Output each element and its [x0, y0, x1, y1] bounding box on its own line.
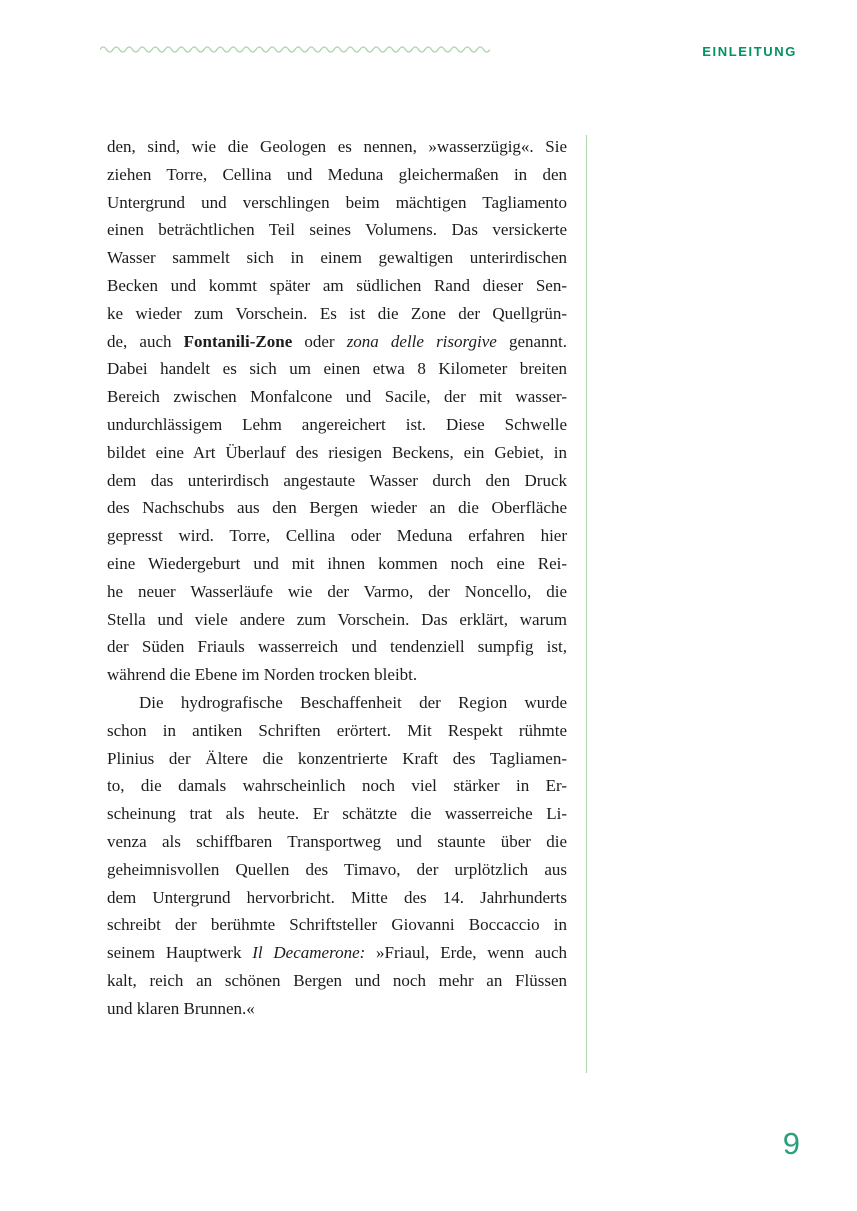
text-line — [107, 717, 567, 745]
text-line — [107, 661, 567, 689]
text-line — [107, 772, 567, 800]
body-text: Stella und viele andere zum Vorschein. Das erklärt, warum — [107, 609, 567, 629]
text-line — [107, 467, 567, 495]
body-text: geheimnisvollen Quellen des Timavo, der urplötzlich aus — [107, 859, 567, 879]
text-line — [107, 216, 567, 244]
body-text: dem das unterirdisch angestaute Wasser durch den Druck — [107, 470, 567, 490]
body-text: Plinius der Ältere die konzentrierte Kraft des Tagliamen- — [107, 748, 567, 768]
body-text: he neuer Wasserläufe wie der Varmo, der Noncello, die — [107, 581, 567, 601]
text-line — [107, 911, 567, 939]
body-text: der Süden Friauls wasserreich und tendenziell sumpfig ist, — [107, 637, 567, 657]
body-text: »Friaul, Erde, wenn auch — [365, 943, 567, 963]
text-line — [107, 884, 567, 912]
body-text: genannt. — [496, 331, 568, 351]
body-text: Die hydrografische Beschaffenheit der Region wurde — [139, 692, 567, 712]
text-line — [107, 967, 567, 995]
body-text: schreibt der berühmte Schriftsteller Giovanni Boccaccio in — [107, 915, 567, 935]
body-text: den, sind, wie die Geologen es nennen, »wasserzügig«. Sie — [107, 137, 567, 156]
text-block — [107, 133, 567, 1023]
body-text: gepresst wird. Torre, Cellina oder Meduna erfahren hier — [107, 526, 567, 546]
body-text: oder — [292, 331, 347, 351]
text-line — [107, 633, 567, 661]
body-text: und klaren Brunnen.« — [107, 998, 255, 1018]
text-line — [107, 411, 567, 439]
text-line — [107, 522, 567, 550]
text-line — [107, 689, 567, 717]
body-text: eine Wiedergeburt und mit ihnen kommen noch eine Rei- — [107, 553, 567, 573]
body-text: kalt, reich an schönen Bergen und noch mehr an Flüssen — [107, 970, 567, 990]
text-line — [107, 550, 567, 578]
body-text: Becken und kommt später am südlichen Rand dieser Sen- — [107, 275, 567, 295]
wave-divider — [100, 43, 490, 54]
text-line — [107, 189, 567, 217]
text-line — [107, 300, 567, 328]
body-text: seinem Hauptwerk — [107, 943, 253, 963]
body-text: Wasser sammelt sich in einem gewaltigen unterirdischen — [107, 248, 567, 268]
text-line — [107, 244, 567, 272]
text-line — [107, 578, 567, 606]
body-text: venza als schiffbaren Transportweg und staunte über die — [107, 831, 567, 851]
text-line — [107, 272, 567, 300]
text-line — [107, 939, 567, 967]
vertical-rule — [586, 135, 587, 1073]
body-text: scheinung trat als heute. Er schätzte die wasserreiche Li- — [107, 804, 567, 824]
italic-text: zona delle risorgive — [346, 331, 497, 351]
text-line — [107, 494, 567, 522]
text-line — [107, 606, 567, 634]
body-text: während die Ebene im Norden trocken bleibt. — [107, 665, 418, 685]
body-text: Untergrund und verschlingen beim mächtigen Tagliamento — [107, 192, 567, 212]
text-line — [107, 161, 567, 189]
body-text: Bereich zwischen Monfalcone und Sacile, der mit wasser- — [107, 387, 567, 407]
text-line — [107, 856, 567, 884]
text-line — [107, 995, 567, 1023]
italic-text: Il Decamerone: — [252, 943, 366, 963]
running-head: EINLEITUNG — [702, 44, 797, 59]
text-line — [107, 828, 567, 856]
body-text: undurchlässigem Lehm angereichert ist. Diese Schwelle — [107, 414, 567, 434]
body-text: to, die damals wahrscheinlich noch viel stärker in Er- — [107, 776, 567, 796]
text-line — [107, 745, 567, 773]
bold-text: Fontanili-Zone — [183, 331, 293, 351]
text-line — [107, 355, 567, 383]
page-number: 9 — [782, 1126, 800, 1161]
body-text: de, auch — [107, 331, 184, 351]
text-line — [107, 328, 567, 356]
text-line — [107, 133, 567, 161]
body-text: bildet eine Art Überlauf des riesigen Beckens, ein Gebiet, in — [107, 442, 567, 462]
body-text: ziehen Torre, Cellina und Meduna gleichermaßen in den — [107, 164, 567, 184]
wave-path — [100, 47, 490, 52]
body-text: ke wieder zum Vorschein. Es ist die Zone der Quellgrün- — [107, 303, 567, 323]
body-text: schon in antiken Schriften erörtert. Mit Respekt rühmte — [107, 720, 567, 740]
body-text: des Nachschubs aus den Bergen wieder an die Oberfläche — [107, 498, 567, 518]
text-line — [107, 800, 567, 828]
text-line — [107, 383, 567, 411]
body-text: einen beträchtlichen Teil seines Volumens. Das versickerte — [107, 220, 567, 240]
body-text: dem Untergrund hervorbricht. Mitte des 14. Jahrhunderts — [107, 887, 567, 907]
body-text: Dabei handelt es sich um einen etwa 8 Kilometer breiten — [107, 359, 567, 379]
text-line — [107, 439, 567, 467]
